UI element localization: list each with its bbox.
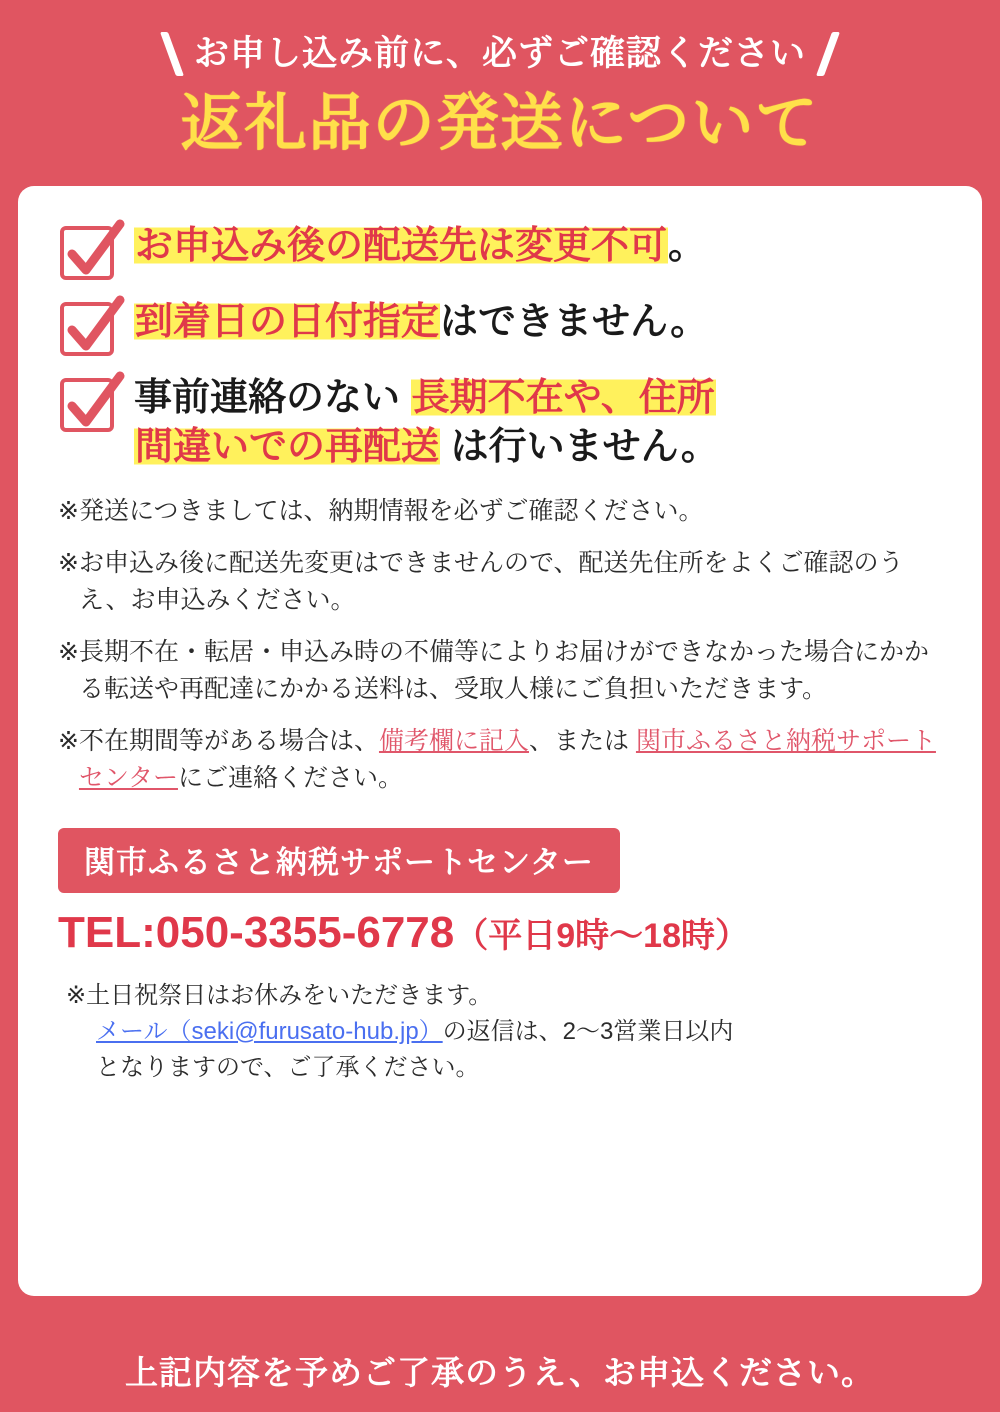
tail-note-text-2 — [96, 1014, 733, 1050]
note-text: お申込み後に配送先変更はできませんので、配送先住所をよくご確認のうえ、お申込みください。 — [78, 548, 904, 615]
slash-right-icon — [816, 32, 840, 76]
note-item — [58, 545, 944, 620]
checklist-rest: は行いません。 — [440, 425, 719, 468]
tail-note-rest: の返信は、2〜3営業日以内 — [442, 1017, 734, 1045]
slash-left-icon — [160, 32, 184, 76]
tail-mark: ※ — [66, 981, 87, 1009]
tail-note-text-3: となりますので、ご了承ください。 — [96, 1053, 480, 1081]
note-item — [58, 493, 944, 531]
support-center-block — [58, 828, 942, 960]
checklist — [60, 222, 948, 471]
footer-text: 上記内容を予めご了承のうえ、お申込ください。 — [125, 1353, 875, 1391]
email-link[interactable]: メール（seki@furusato-hub.jp） — [96, 1017, 443, 1045]
page-title: 返礼品の発送について — [180, 89, 820, 158]
header-kicker — [18, 32, 982, 76]
tail-note-text: 土日祝祭日はお休みをいただきます。 — [86, 981, 493, 1009]
tail-note-item — [66, 978, 938, 1014]
note-tail: にご連絡ください。 — [177, 764, 403, 793]
checklist-lead: 事前連絡のない — [134, 377, 411, 420]
tail-note-item — [66, 1014, 938, 1050]
tail-note-item — [66, 1050, 938, 1086]
note-mark: ※ — [58, 726, 79, 755]
checklist-item-text — [134, 374, 719, 471]
checklist-highlight: 到着日の日付指定 — [135, 301, 440, 344]
checklist-item-text — [134, 298, 708, 347]
note-text: 発送につきましては、納期情報を必ずご確認ください。 — [78, 497, 704, 526]
header — [18, 18, 982, 168]
checklist-item — [60, 298, 948, 356]
header-kicker-text: お申し込み前に、必ずご確認ください — [193, 33, 806, 73]
support-center-badge: 関市ふるさと納税サポートセンター — [58, 828, 620, 893]
link-remarks-field[interactable]: 備考欄に記入 — [378, 726, 529, 755]
notes-list — [58, 493, 944, 798]
checkbox-checked-icon — [60, 302, 114, 356]
content-card — [18, 186, 982, 1296]
checklist-highlight: お申込み後の配送先は変更不可 — [135, 225, 668, 268]
support-tel — [58, 907, 942, 960]
note-text — [79, 723, 944, 798]
checklist-highlight: 長期不在や、住所 — [411, 377, 715, 420]
note-mark: ※ — [58, 497, 79, 526]
note-mid: 、または — [528, 726, 636, 755]
note-mark: ※ — [58, 637, 79, 666]
note-text: 長期不在・転居・申込み時の不備等によりお届けができなかった場合にかかる転送や再配達にかかる送料は、受取人様にご負担いただきます。 — [78, 637, 929, 704]
checkbox-checked-icon — [60, 226, 114, 280]
note-item — [58, 634, 944, 709]
checklist-rest: はできません。 — [440, 301, 709, 344]
support-tel-number[interactable]: TEL:050-3355-6778 — [58, 907, 455, 957]
checklist-item-text — [134, 222, 706, 271]
tail-notes — [66, 978, 938, 1086]
link-support-center[interactable]: 関市ふるさと納税サポートセンター — [78, 726, 936, 793]
note-mark: ※ — [58, 548, 79, 577]
checklist-rest: 。 — [668, 225, 707, 268]
footer-banner — [0, 1328, 1000, 1412]
checkbox-checked-icon — [60, 378, 114, 432]
checklist-highlight-2: 間違いでの再配送 — [135, 425, 440, 468]
checklist-item — [60, 374, 948, 471]
note-lead: 不在期間等がある場合は、 — [78, 726, 379, 755]
support-tel-hours: （平日9時〜18時） — [454, 916, 749, 955]
note-item-with-links — [58, 723, 944, 798]
checklist-item — [60, 222, 948, 280]
